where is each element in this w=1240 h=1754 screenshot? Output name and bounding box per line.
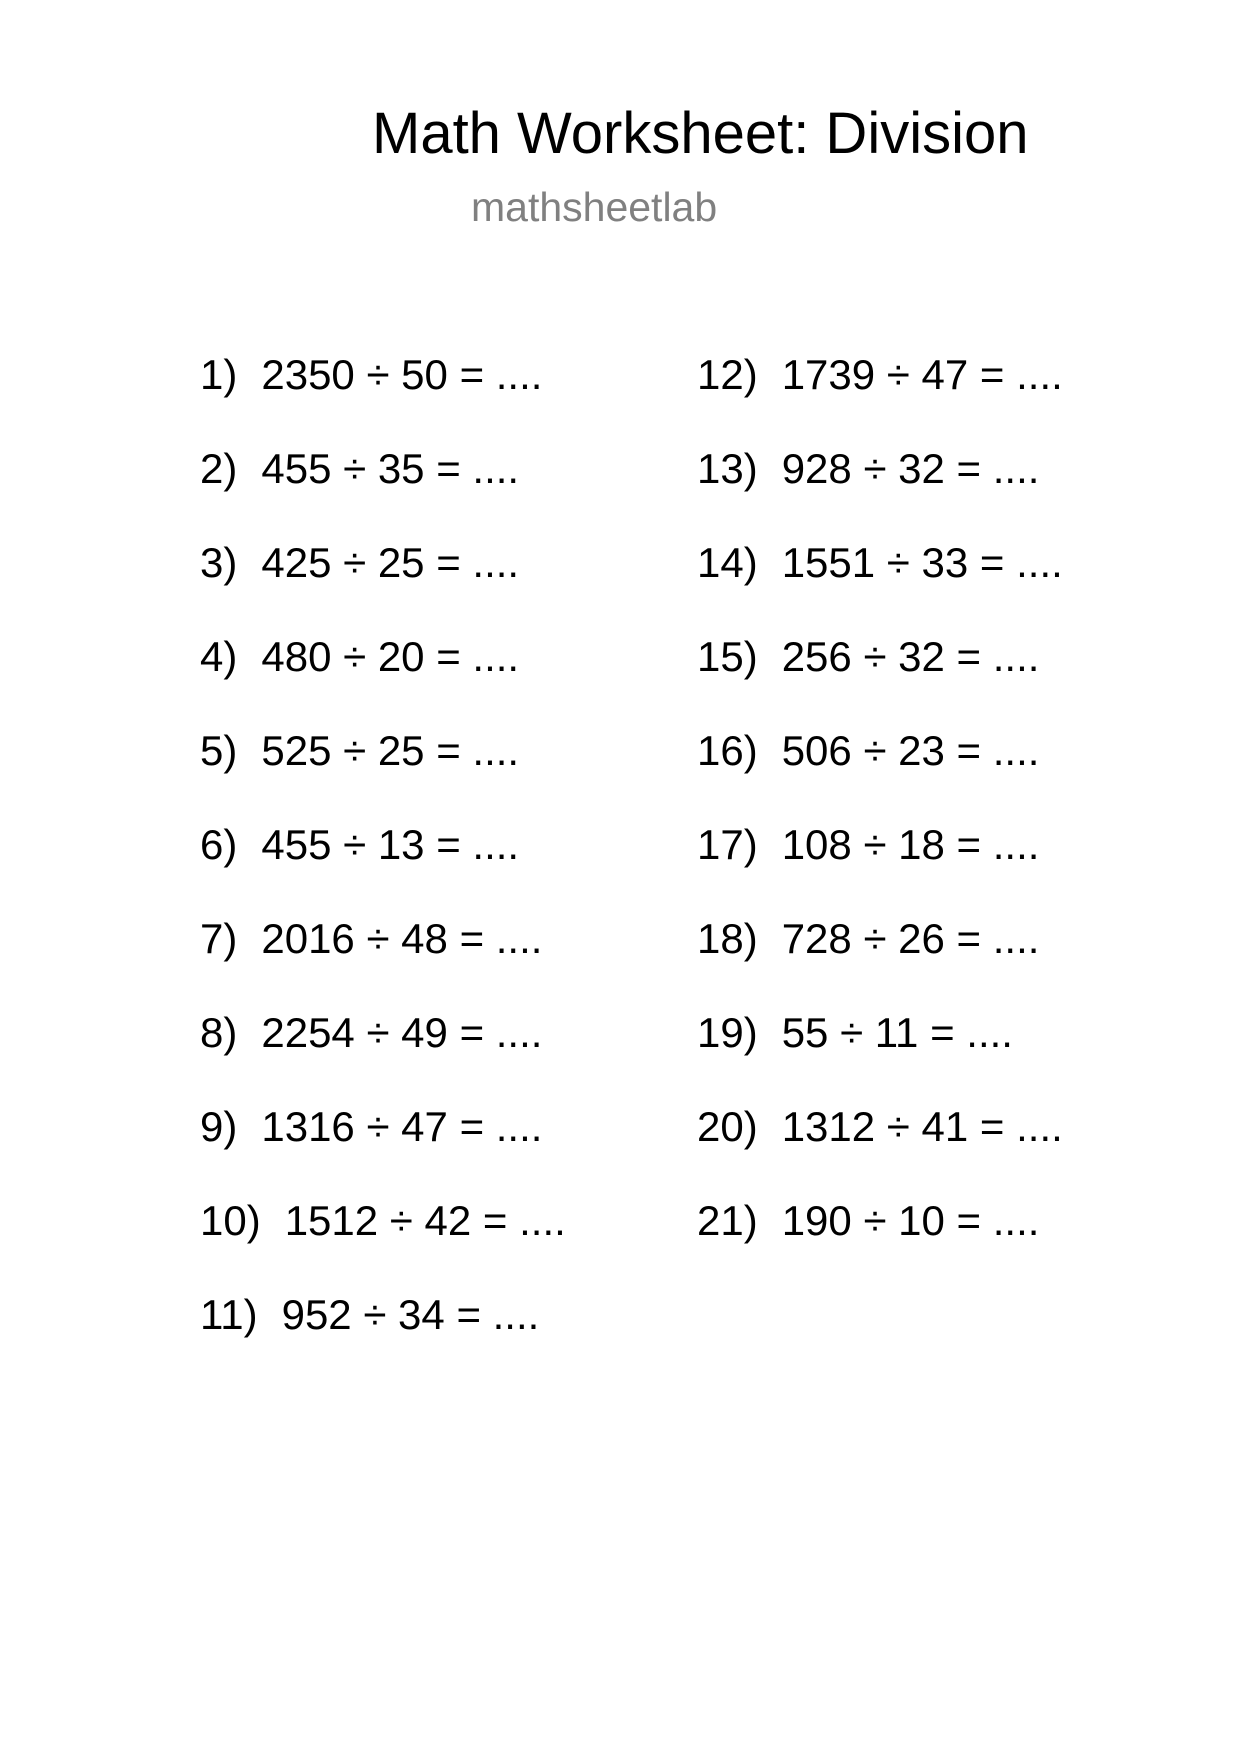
problem-expression: 928 ÷ 32 = .... [781, 445, 1040, 492]
problem-expression: 1312 ÷ 41 = .... [781, 1103, 1063, 1150]
problem-expression: 952 ÷ 34 = .... [281, 1291, 540, 1338]
problem-4 [200, 632, 519, 682]
problem-number: 17) [697, 821, 758, 868]
problem-expression: 2350 ÷ 50 = .... [261, 351, 543, 398]
problem-number: 1) [200, 351, 238, 398]
problem-5 [200, 726, 519, 776]
problem-6 [200, 820, 519, 870]
problem-number: 10) [200, 1197, 261, 1244]
problem-number: 7) [200, 915, 238, 962]
problem-expression: 455 ÷ 35 = .... [261, 445, 520, 492]
problem-expression: 256 ÷ 32 = .... [781, 633, 1040, 680]
problem-expression: 525 ÷ 25 = .... [261, 727, 520, 774]
problem-number: 18) [697, 915, 758, 962]
problem-3 [200, 538, 519, 588]
problem-1 [200, 350, 542, 400]
problem-expression: 108 ÷ 18 = .... [781, 821, 1040, 868]
problem-number: 8) [200, 1009, 238, 1056]
problem-15 [697, 632, 1039, 682]
problem-number: 9) [200, 1103, 238, 1150]
problem-expression: 1551 ÷ 33 = .... [781, 539, 1063, 586]
problem-2 [200, 444, 519, 494]
problem-expression: 190 ÷ 10 = .... [781, 1197, 1040, 1244]
problem-12 [697, 350, 1063, 400]
problem-number: 19) [697, 1009, 758, 1056]
problem-number: 6) [200, 821, 238, 868]
problem-number: 14) [697, 539, 758, 586]
problem-11 [200, 1290, 539, 1340]
problem-13 [697, 444, 1039, 494]
problem-number: 15) [697, 633, 758, 680]
problem-number: 11) [200, 1291, 258, 1338]
problem-number: 13) [697, 445, 758, 492]
problem-17 [697, 820, 1039, 870]
problem-8 [200, 1008, 542, 1058]
problem-10 [200, 1196, 566, 1246]
problem-expression: 1512 ÷ 42 = .... [284, 1197, 566, 1244]
page-title: Math Worksheet: Division [372, 101, 1029, 166]
problem-expression: 55 ÷ 11 = .... [781, 1009, 1013, 1056]
problem-expression: 1316 ÷ 47 = .... [261, 1103, 543, 1150]
problem-expression: 425 ÷ 25 = .... [261, 539, 520, 586]
problem-number: 3) [200, 539, 238, 586]
problem-18 [697, 914, 1039, 964]
problem-expression: 506 ÷ 23 = .... [781, 727, 1040, 774]
problem-19 [697, 1008, 1013, 1058]
problem-number: 16) [697, 727, 758, 774]
problem-number: 5) [200, 727, 238, 774]
problem-number: 4) [200, 633, 238, 680]
problem-21 [697, 1196, 1039, 1246]
problem-expression: 2016 ÷ 48 = .... [261, 915, 543, 962]
problem-14 [697, 538, 1063, 588]
problem-20 [697, 1102, 1063, 1152]
problem-number: 2) [200, 445, 238, 492]
problem-9 [200, 1102, 542, 1152]
problem-expression: 1739 ÷ 47 = .... [781, 351, 1063, 398]
problem-7 [200, 914, 542, 964]
page-subtitle: mathsheetlab [471, 184, 718, 230]
problem-number: 20) [697, 1103, 758, 1150]
problem-expression: 480 ÷ 20 = .... [261, 633, 520, 680]
problem-number: 12) [697, 351, 758, 398]
problem-number: 21) [697, 1197, 758, 1244]
problem-expression: 455 ÷ 13 = .... [261, 821, 520, 868]
problem-expression: 2254 ÷ 49 = .... [261, 1009, 543, 1056]
problem-expression: 728 ÷ 26 = .... [781, 915, 1040, 962]
problem-16 [697, 726, 1039, 776]
